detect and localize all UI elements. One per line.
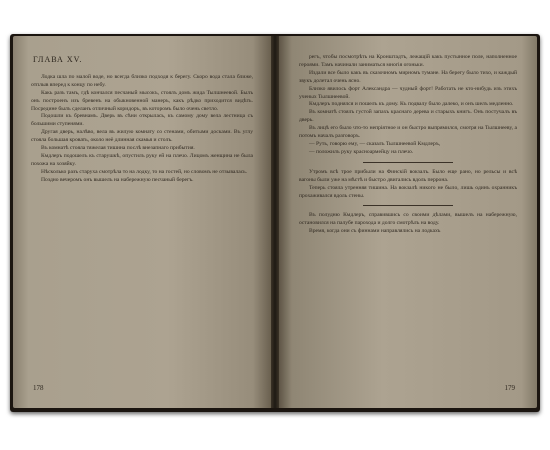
paragraph: регъ, чтобы посмотрѣть на Кронштадтъ, лежащій какъ пустынное поле, наполненное героями. Тамъ начинали заниматься многія огоньки. bbox=[299, 54, 517, 68]
chapter-title: ГЛАВА XV. bbox=[33, 55, 83, 64]
paragraph: Въ лицѣ его было что-то непріятное и он быстро выпрямился, смотря на Тылшнееву, а потомъ началъ разговоръ. bbox=[299, 125, 517, 140]
open-book bbox=[10, 34, 540, 412]
paragraph: Въ комнатѣ стоялъ густой запахъ краснаго дерева и старыхъ книгъ. Онъ постучалъ въ дверь. bbox=[299, 109, 517, 124]
paragraph: Теперь стояла утренняя тишина. На вокзалѣ никого не было, лишь одинъ охранникъ прохаживался вдоль стены. bbox=[299, 184, 517, 199]
paragraph: Кмдлеръ поднялся и пошелъ къ дому. Къ подвалу было далеко, и онъ шелъ медленно. bbox=[309, 101, 514, 108]
paragraph: Лодка шла по малой воде, но всегда близко подходя к берегу. Скоро вода стала ближе, отплыв вперед к концу по небу. bbox=[31, 73, 253, 88]
paragraph: Время, когда они съ финнами направлялись на лодкахъ bbox=[309, 228, 441, 235]
paragraph: Утромъ всѣ трое прибыли на Финскій вокзалъ. Было еще рано, но рельсы и всѣ вагоны были уже на мѣстѣ и быстро двигались вдоль перрона. bbox=[299, 168, 517, 183]
paragraph: Въ комнатѣ стояла тяжелая тишина послѣ внезапнаго прибытия. bbox=[41, 145, 195, 152]
right-page-text bbox=[299, 54, 517, 236]
paragraph: Въ полудню Кмдлеръ, справившись со своими дѣлами, вышелъ на набережную, остановился на палубе парохода и долго смотрѣлъ на воду. bbox=[299, 212, 517, 227]
page-number: 179 bbox=[504, 384, 515, 392]
page-number: 178 bbox=[33, 384, 44, 392]
section-separator bbox=[363, 162, 453, 163]
paragraph: Кмдлеръ подошелъ къ старушкѣ, опустилъ руку ей на плечо. Лицомъ женщина не была похожа на хозяйку. bbox=[31, 152, 253, 167]
dialog-line: — положилъ руку красноармейцу на плечо. bbox=[309, 148, 414, 155]
left-page-text bbox=[31, 56, 253, 185]
paragraph: Поздно вечеромъ онъ вышелъ на набережную песчаный берегъ. bbox=[41, 176, 194, 183]
paragraph: Какь разъ тамъ, гдѣ кончался песчаный мысокъ, стоялъ домъ жида Тылшнеевой. Былъ онъ построенъ изъ бревенъ на обыкновенной манеръ, какъ рѣдко приходится видѣть. Посредине былъ сделанъ отличный коридоръ, въ которомъ было очень светло. bbox=[31, 89, 253, 112]
book-spine-gutter bbox=[271, 36, 279, 408]
paragraph: Издали все было какъ въ сказочномъ мирномъ тумане. На берегу было тихо, и каждый звукъ долетал очень ясно. bbox=[299, 69, 517, 84]
paragraph: Нѣсколько разъ старуха смотрѣла то на лодку, то на гостей, но словомъ не отзывалась. bbox=[41, 168, 248, 175]
section-separator bbox=[363, 205, 453, 206]
right-page bbox=[279, 36, 537, 408]
paragraph: Другая дверь, налѣво, вела въ жилую комнату со стенами, обитыми досками. Въ углу стояла большая кровать, около неё длинная скамья и столъ. bbox=[31, 129, 253, 144]
left-page bbox=[13, 36, 271, 408]
dialog-line: — Руть, говорю ему, — сказалъ Тылшнеевой Кмдлеръ, bbox=[309, 140, 441, 147]
paragraph: Близко явилось форт Александра — чудный форт! Работать не кто-нибудь изъ этихъ ученых Тылшнеевой. bbox=[299, 85, 517, 100]
paragraph: Подошли къ бревнамъ. Дверь въ сѣни открылась, къ самому дому вела лестница съ большими ступенями. bbox=[31, 113, 253, 128]
